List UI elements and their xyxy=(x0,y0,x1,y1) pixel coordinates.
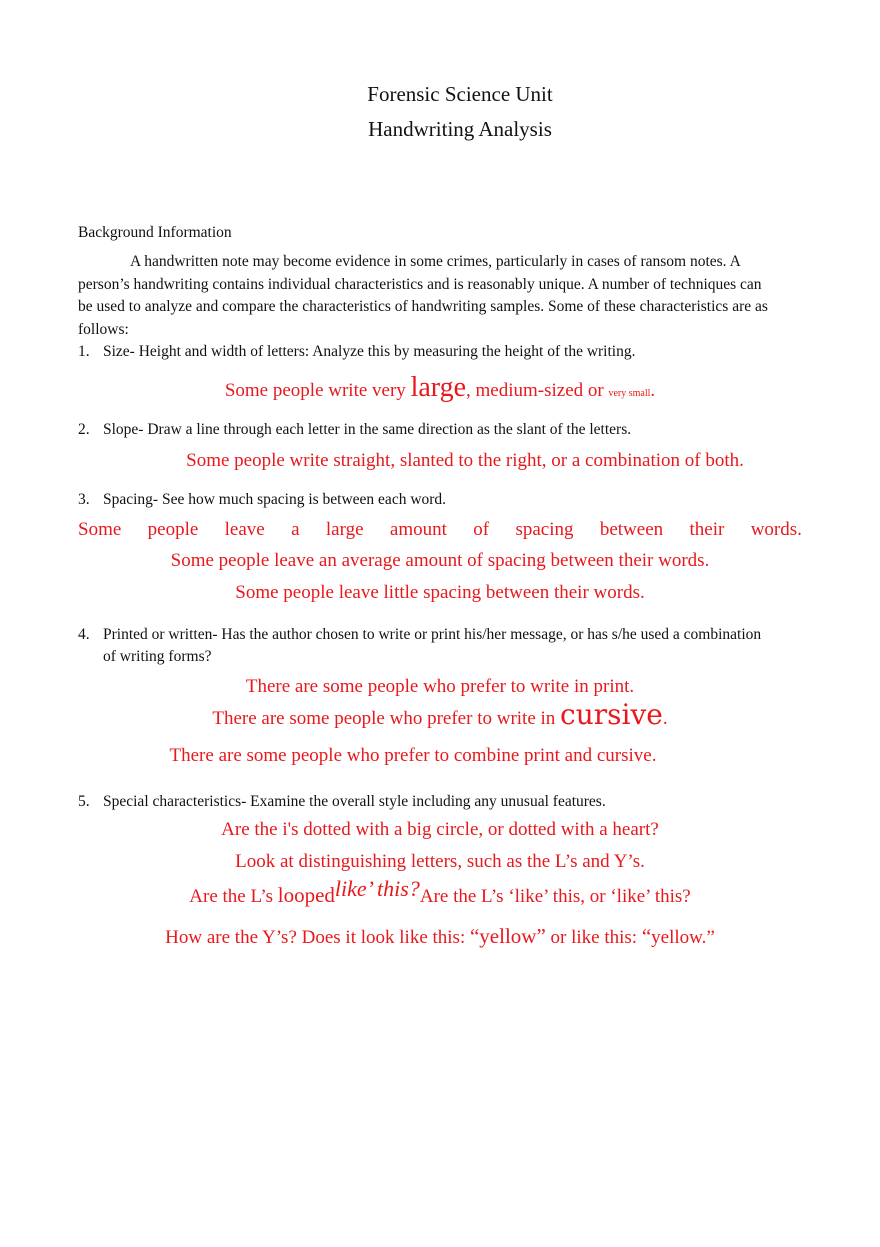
list-text: Special characteristics- Examine the overall style including any unusual features. xyxy=(103,793,606,810)
dotted-example: Are the i's dotted with a big circle, or dotted with a heart? xyxy=(221,819,659,840)
cursive-example: There are some people who prefer to write in cursive. xyxy=(212,698,668,731)
spacing-little-example: Some people leave little spacing between their words. xyxy=(235,582,645,603)
list-number: 1. xyxy=(78,343,90,360)
spacing-wide-example: Some people leave a large amount of spacing between their words. xyxy=(78,519,802,540)
yellow-example: How are the Y’s? Does it look like this: “yellow” or like this: “yellow.” xyxy=(165,924,715,948)
distinguish-example: Look at distinguishing letters, such as the L’s and Y’s. xyxy=(235,851,645,872)
list-number: 2. xyxy=(78,421,90,438)
section-heading: Background Information xyxy=(78,224,232,241)
like-this-cursive: like’ this? xyxy=(334,876,420,901)
small-word: very small xyxy=(608,388,651,399)
page-title: Forensic Science Unit xyxy=(367,82,553,106)
cursive-word: cursive xyxy=(560,698,663,731)
yellow-sample-1: “yellow” xyxy=(469,924,546,948)
large-word: large xyxy=(410,372,467,403)
spacing-average-example: Some people leave an average amount of spacing between their words. xyxy=(170,550,710,571)
list-text: Printed or written- Has the author chosen to write or print his/her message, or has s/he used a combination of writing forms? xyxy=(103,626,762,665)
list-text: Size- Height and width of letters: Analyze this by measuring the height of the writing. xyxy=(103,343,636,360)
yellow-sample-2: yellow.” xyxy=(651,927,715,948)
list-number: 4. xyxy=(78,626,90,643)
looped-word: looped xyxy=(277,883,335,907)
list-number: 3. xyxy=(78,491,90,508)
list-text: Slope- Draw a line through each letter in the same direction as the slant of the letters. xyxy=(103,421,632,438)
page-subtitle: Handwriting Analysis xyxy=(368,117,552,141)
combine-example: There are some people who prefer to combine print and cursive. xyxy=(169,745,657,766)
list-text: Spacing- See how much spacing is between each word. xyxy=(103,491,447,508)
slope-example: Some people write straight, slanted to the right, or a combination of both. xyxy=(186,450,744,471)
list-number: 5. xyxy=(78,793,90,810)
looped-example: Are the L’s loopedlike’ this?Are the L’s ‘like’ this, or ‘like’ this? xyxy=(189,876,691,907)
print-example: There are some people who prefer to write in print. xyxy=(245,676,635,697)
background-paragraph: A handwritten note may become evidence in some crimes, particularly in cases of ransom notes. A person’s handwriting contains individual characteristics and is reasonably unique. A number of techniques can be used to analyze and compare the characteristics of handwriting samples. Some of these characteristics are as follows: xyxy=(78,253,768,338)
size-example: Some people write very large, medium-sized or very small. xyxy=(224,372,656,403)
